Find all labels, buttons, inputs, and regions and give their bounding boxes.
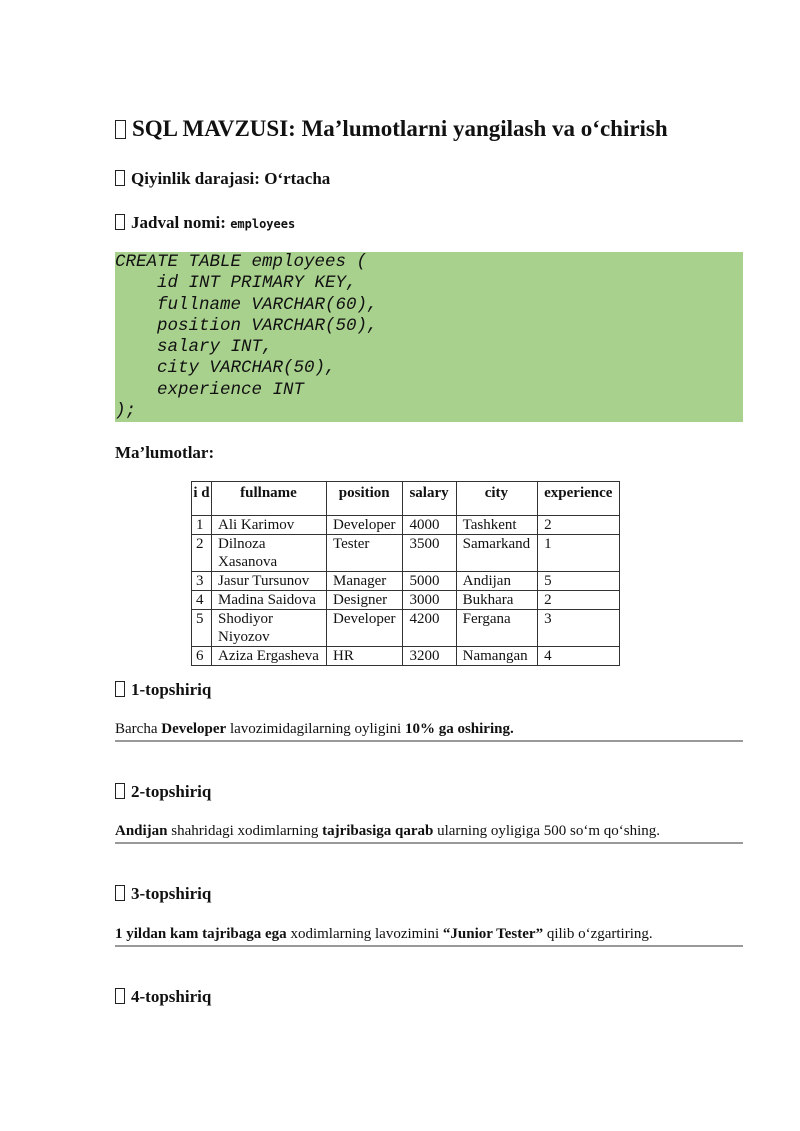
table-header-position: position: [327, 482, 403, 516]
table-cell: 4200: [403, 610, 456, 647]
missing-glyph-icon: [115, 783, 125, 799]
task-text-run: Barcha: [115, 721, 162, 737]
table-row: [192, 535, 620, 572]
table-cell: Dilnoza Xasanova: [212, 535, 327, 572]
table-cell: 5: [538, 572, 620, 591]
task-1-title: [115, 680, 211, 700]
task-text-run: Developer: [161, 721, 227, 737]
task-text-run: qilib o‘zgartiring.: [543, 926, 653, 942]
task-text-run: xodimlarning lavozimini: [286, 926, 443, 942]
table-cell: Developer: [327, 610, 403, 647]
table-cell: 3: [538, 610, 620, 647]
missing-glyph-icon: [115, 120, 126, 139]
data-section-label: Ma’lumotlar:: [115, 443, 215, 462]
table-cell: 2: [538, 591, 620, 610]
table-cell: 4: [192, 591, 212, 610]
difficulty-label: Qiyinlik darajasi:: [131, 169, 265, 188]
task-2-title-text: 2-topshiriq: [131, 782, 212, 801]
table-cell: Samarkand: [456, 535, 537, 572]
table-cell: 2: [538, 516, 620, 535]
table-cell: Designer: [327, 591, 403, 610]
table-cell: 3500: [403, 535, 456, 572]
task-4-title: [115, 987, 211, 1007]
table-cell: 3: [192, 572, 212, 591]
missing-glyph-icon: [115, 681, 125, 697]
task-1-title-text: 1-topshiriq: [131, 680, 212, 699]
page-title-text: SQL MAVZUSI: Ma’lumotlarni yangilash va o‘chirish: [132, 116, 668, 141]
table-cell: Aziza Ergasheva: [212, 647, 327, 666]
difficulty-value: O‘rtacha: [264, 169, 331, 188]
table-name-line: [115, 213, 295, 233]
table-header-row: [192, 482, 620, 516]
missing-glyph-icon: [115, 885, 125, 901]
table-cell: Andijan: [456, 572, 537, 591]
table-cell: Namangan: [456, 647, 537, 666]
table-cell: 3200: [403, 647, 456, 666]
task-3-body: [115, 925, 743, 947]
table-name-label: Jadval nomi:: [131, 213, 231, 232]
task-4-title-text: 4-topshiriq: [131, 987, 212, 1006]
table-cell: 5: [192, 610, 212, 647]
task-text-run: “Junior Tester”: [442, 926, 544, 942]
task-text-run: 10% ga oshiring.: [404, 721, 514, 737]
page-title: [115, 116, 668, 142]
task-text-run: Andijan: [115, 823, 168, 839]
table-cell: 2: [192, 535, 212, 572]
table-cell: 6: [192, 647, 212, 666]
create-table-code-block: CREATE TABLE employees ( id INT PRIMARY KEY, fullname VARCHAR(60), position VARCHAR(50), salary INT, city VARCHAR(50), experience INT );: [115, 252, 743, 422]
table-cell: HR: [327, 647, 403, 666]
table-cell: Shodiyor Niyozov: [212, 610, 327, 647]
table-cell: Fergana: [456, 610, 537, 647]
table-cell: Bukhara: [456, 591, 537, 610]
employees-data-table: [191, 481, 620, 666]
difficulty-line: [115, 169, 330, 189]
missing-glyph-icon: [115, 988, 125, 1004]
table-cell: 4000: [403, 516, 456, 535]
task-1-body: [115, 720, 743, 742]
task-2-body: [115, 822, 743, 844]
table-cell: 3000: [403, 591, 456, 610]
task-text-run: 1 yildan kam tajribaga ega: [115, 926, 287, 942]
table-cell: Jasur Tursunov: [212, 572, 327, 591]
table-header-fullname: fullname: [212, 482, 327, 516]
table-name-value: employees: [230, 217, 296, 231]
table-cell: 4: [538, 647, 620, 666]
table-row: [192, 572, 620, 591]
table-header-id: i d: [192, 482, 212, 516]
table-body: [192, 516, 620, 666]
task-text-run: shahridagi xodimlarning: [167, 823, 323, 839]
table-row: [192, 516, 620, 535]
table-cell: Madina Saidova: [212, 591, 327, 610]
table-cell: Tester: [327, 535, 403, 572]
table-cell: Developer: [327, 516, 403, 535]
missing-glyph-icon: [115, 170, 125, 186]
table-cell: 5000: [403, 572, 456, 591]
task-3-title-text: 3-topshiriq: [131, 884, 212, 903]
missing-glyph-icon: [115, 214, 125, 230]
table-row: [192, 610, 620, 647]
table-row: [192, 591, 620, 610]
table-header-city: city: [456, 482, 537, 516]
table-row: [192, 647, 620, 666]
task-text-run: ularning oyligiga 500 so‘m qo‘shing.: [433, 823, 661, 839]
task-2-title: [115, 782, 211, 802]
table-cell: 1: [538, 535, 620, 572]
task-text-run: tajribasiga qarab: [322, 823, 434, 839]
table-cell: Manager: [327, 572, 403, 591]
task-3-title: [115, 884, 211, 904]
table-header-experience: experience: [538, 482, 620, 516]
table-cell: Ali Karimov: [212, 516, 327, 535]
table-cell: 1: [192, 516, 212, 535]
task-text-run: lavozimidagilarning oyligini: [226, 721, 405, 737]
table-header-salary: salary: [403, 482, 456, 516]
table-cell: Tashkent: [456, 516, 537, 535]
